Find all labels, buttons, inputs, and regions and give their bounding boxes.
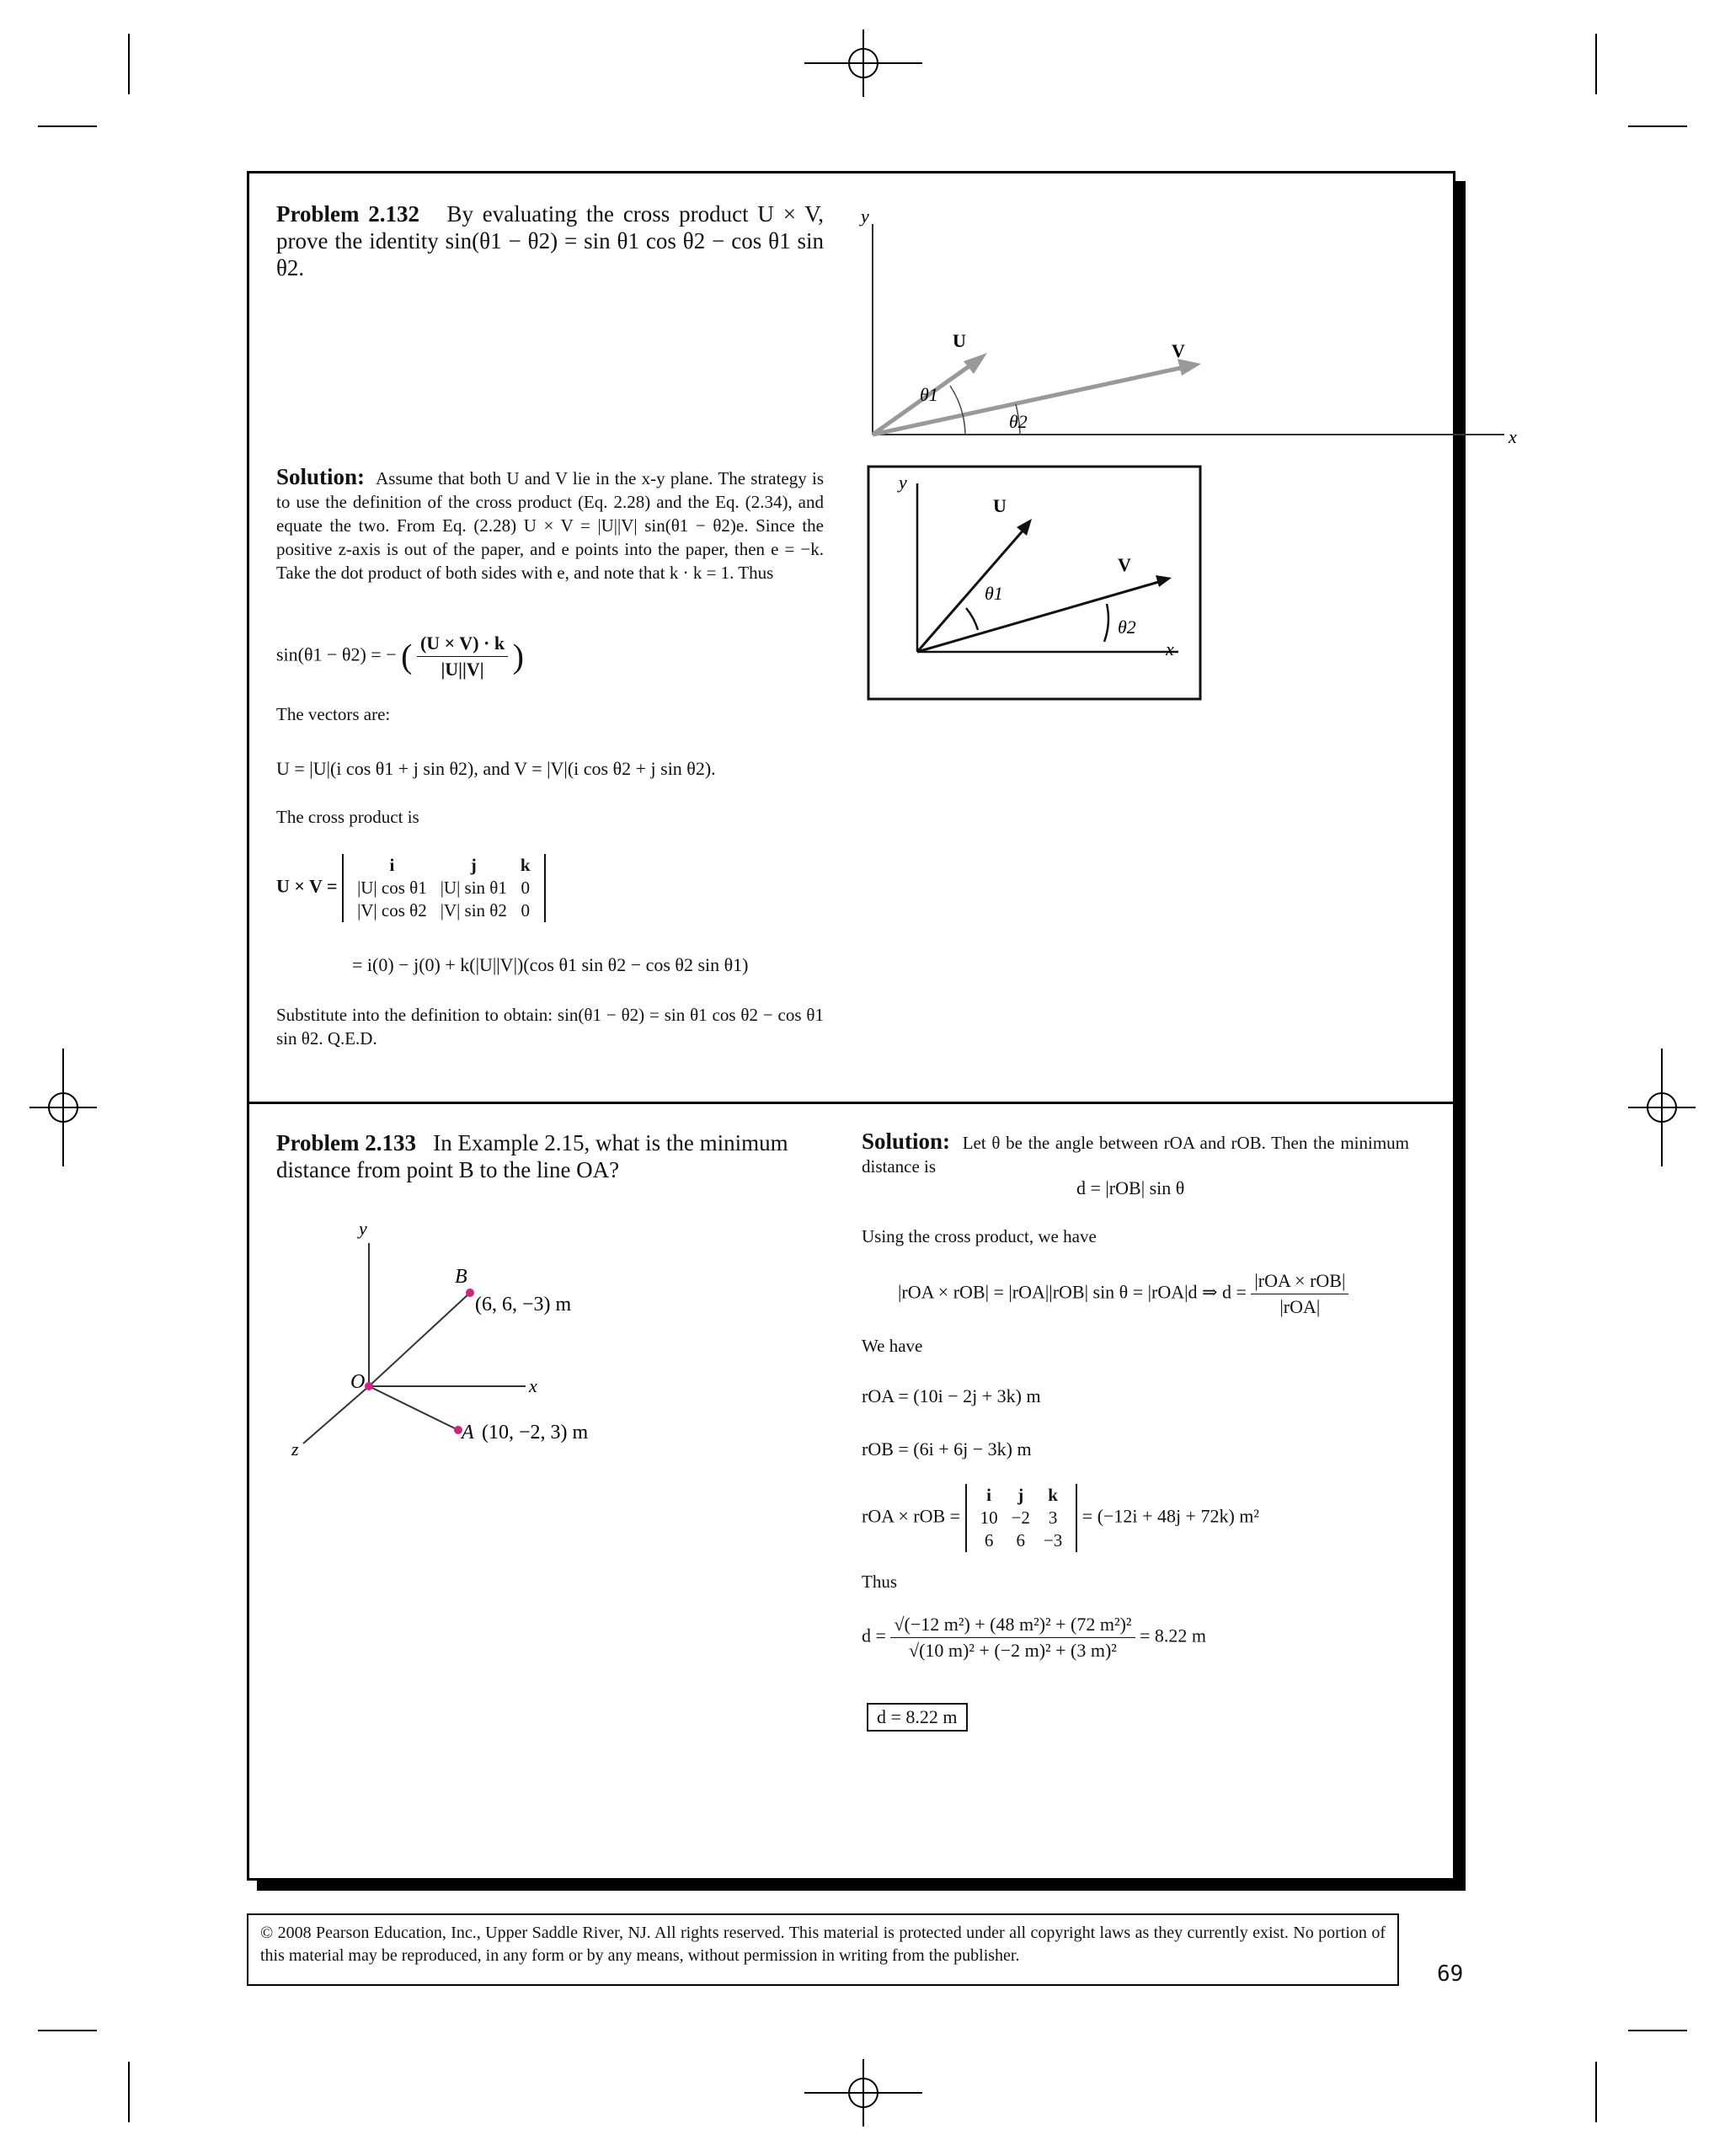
cross-lhs: U × V = — [276, 875, 338, 897]
fig2-u-label: U — [993, 495, 1007, 516]
fig3-a-coord: (10, −2, 3) m — [482, 1422, 589, 1444]
eq-min-distance: d = |rOB| sin θ — [1076, 1177, 1185, 1198]
vectors-equation: U = |U|(i cos θ1 + j sin θ2), and V = |V|(i cos θ2 + j sin θ2). — [276, 758, 716, 779]
thus: Thus — [862, 1572, 897, 1592]
content-box — [247, 171, 1517, 1881]
fig3-a-label: A — [462, 1422, 474, 1444]
problem-132-statement — [276, 200, 824, 281]
det-cell: i — [986, 1485, 992, 1505]
answer-box: d = 8.22 m — [867, 1703, 968, 1732]
cross-product-result: = i(0) − j(0) + k(|U||V|)(cos θ1 sin θ2 − cos θ2 sin θ1) — [352, 954, 749, 975]
problem-133-determinant — [862, 1484, 1259, 1552]
problem-133-text: In Example 2.15, what is the minimum distance from point B to the line OA? — [276, 1130, 788, 1182]
fig1-v-label: V — [1172, 340, 1185, 361]
det-cell: |U| cos θ1 — [357, 878, 427, 898]
problem-133-solution — [862, 1129, 1409, 1178]
problem-133-statement — [276, 1129, 824, 1183]
problem-133-figure — [266, 1209, 670, 1462]
fig2-v-label: V — [1118, 554, 1131, 575]
d-num: √(−12 m²) + (48 m²)² + (72 m²)² — [890, 1612, 1135, 1638]
eq-cross-num: |rOA × rOB| — [1251, 1268, 1348, 1294]
crop-mark — [38, 2030, 97, 2031]
cross-product-intro: The cross product is — [276, 807, 419, 827]
fig3-y-label: y — [359, 1218, 367, 1239]
det-cell: |V| cos θ2 — [357, 900, 427, 921]
det-cell: |U| sin θ1 — [440, 878, 507, 898]
fig1-x-label: x — [1509, 426, 1517, 443]
det-cell: 10 — [980, 1508, 998, 1528]
det-cell: i — [389, 855, 395, 875]
fig3-o-label: O — [350, 1371, 366, 1393]
d-lhs: d = — [862, 1625, 886, 1646]
eq1-fraction — [417, 631, 508, 682]
det-cell: −3 — [1043, 1530, 1063, 1550]
page-number: 69 — [1437, 1961, 1464, 1987]
problem-divider — [249, 1102, 1453, 1104]
registration-mark-top — [804, 29, 922, 97]
problem-132-solution-lead: Solution: — [276, 464, 366, 489]
fig1-theta1-label: θ1 — [920, 384, 938, 405]
det-cell: j — [1017, 1485, 1024, 1505]
fig3-b-label: B — [455, 1266, 467, 1288]
det-cell: −2 — [1011, 1508, 1030, 1528]
fig3-b-coord: (6, 6, −3) m — [475, 1294, 572, 1315]
crop-mark — [128, 2062, 130, 2122]
crop-mark — [1628, 125, 1687, 127]
we-have: We have — [862, 1336, 923, 1356]
fig2-y-label: y — [899, 472, 907, 493]
d-fraction — [890, 1612, 1135, 1663]
crop-mark — [128, 34, 130, 94]
det-cell: k — [520, 855, 531, 875]
registration-mark-left — [29, 1049, 97, 1166]
problem-133-label: Problem 2.133 — [276, 1130, 416, 1155]
eq-cross-lhs: |rOA × rOB| = |rOA||rOB| sin θ = |rOA|d ⇒ d = — [898, 1281, 1247, 1303]
eq1-lhs: sin(θ1 − θ2) = − — [276, 643, 397, 665]
cross-rhs-133: = (−12i + 48j + 72k) m² — [1081, 1505, 1259, 1527]
fig2-theta1-label: θ1 — [985, 583, 1003, 604]
fig2-x-label: x — [1166, 638, 1174, 659]
eq-distance-result — [862, 1612, 1206, 1663]
determinant-133 — [965, 1484, 1078, 1552]
fig3-x-label: x — [529, 1375, 537, 1396]
cross-lhs-133: rOA × rOB = — [862, 1505, 961, 1527]
crop-mark — [1595, 2062, 1597, 2122]
problem-132-solution — [276, 465, 824, 584]
determinant-132 — [342, 854, 545, 922]
registration-mark-right — [1628, 1049, 1696, 1166]
eq-cross-fraction — [1251, 1268, 1348, 1320]
problem-133-solution-text: Let θ be the angle between rOA and rOB. Then the minimum distance is — [862, 1133, 1409, 1177]
d-den: √(10 m)² + (−2 m)² + (3 m)² — [909, 1640, 1117, 1661]
problem-133-solution-lead: Solution: — [862, 1129, 951, 1154]
det-cell: |V| sin θ2 — [440, 900, 507, 921]
det-cell: 0 — [521, 878, 530, 898]
eq-cross-den: |rOA| — [1279, 1296, 1321, 1317]
eq1-numerator: (U × V) · k — [417, 631, 508, 657]
fig2-theta2-label: θ2 — [1118, 616, 1136, 638]
problem-132-text: By evaluating the cross product U × V, prove the identity sin(θ1 − θ2) = sin θ1 cos θ2 − cos θ1 sin θ2. — [276, 201, 825, 280]
crop-mark — [1595, 34, 1597, 94]
det-cell: 0 — [521, 900, 530, 921]
eq1-denominator: |U||V| — [441, 659, 484, 680]
fig1-u-label: U — [953, 330, 966, 351]
d-rhs: = 8.22 m — [1140, 1625, 1207, 1646]
registration-mark-bottom — [804, 2059, 922, 2127]
copyright-notice: © 2008 Pearson Education, Inc., Upper Saddle River, NJ. All rights reserved. This material is protected under all copyright laws as they currently exist. No portion of this material may be reproduced, in any form or by any means, without permission in writing from the publisher. — [247, 1913, 1399, 1986]
det-cell: 3 — [1048, 1508, 1058, 1528]
r-ob-vector: rOB = (6i + 6j − 3k) m — [862, 1438, 1032, 1460]
fig1-y-label: y — [861, 205, 869, 227]
problem-132-figure-vectors — [847, 199, 1538, 443]
fig3-z-label: z — [291, 1438, 299, 1460]
problem-132-solution-text: Assume that both U and V lie in the x-y plane. The strategy is to use the definition of the cross product (Eq. 2.28) and the Eq. (2.34), and equate the two. From Eq. (2.28) U × V = |U||V| sin(θ1 − θ2)e. Since the positive z-axis is out of the paper, and e points into the paper, then e = −k. Take the dot product of both sides with e, and note that k · k = 1. Thus — [276, 468, 824, 583]
eq-cross-magnitude — [898, 1268, 1348, 1320]
problem-132-conclusion: Substitute into the definition to obtain: sin(θ1 − θ2) = sin θ1 cos θ2 − cos θ1 sin θ2. Q.E.D. — [276, 1005, 824, 1049]
problem-132-eq-sine: sin(θ1 − θ2) = − ( $\frac{(U \times V) \cdot k}{|U||V|}$ ) — [276, 631, 524, 682]
crop-mark — [38, 125, 97, 127]
fig1-theta2-label: θ2 — [1009, 411, 1028, 432]
det-cell: 6 — [1016, 1530, 1026, 1550]
det-cell: j — [470, 855, 477, 875]
vectors-intro: The vectors are: — [276, 704, 391, 724]
problem-132-label: Problem 2.132 — [276, 201, 420, 227]
problem-132-determinant — [276, 854, 546, 922]
problem-132-figure-sketch — [867, 465, 1204, 705]
det-cell: k — [1048, 1485, 1058, 1505]
r-oa-vector: rOA = (10i − 2j + 3k) m — [862, 1385, 1041, 1406]
det-cell: 6 — [984, 1530, 994, 1550]
crop-mark — [1628, 2030, 1687, 2031]
cross-product-using: Using the cross product, we have — [862, 1226, 1097, 1246]
